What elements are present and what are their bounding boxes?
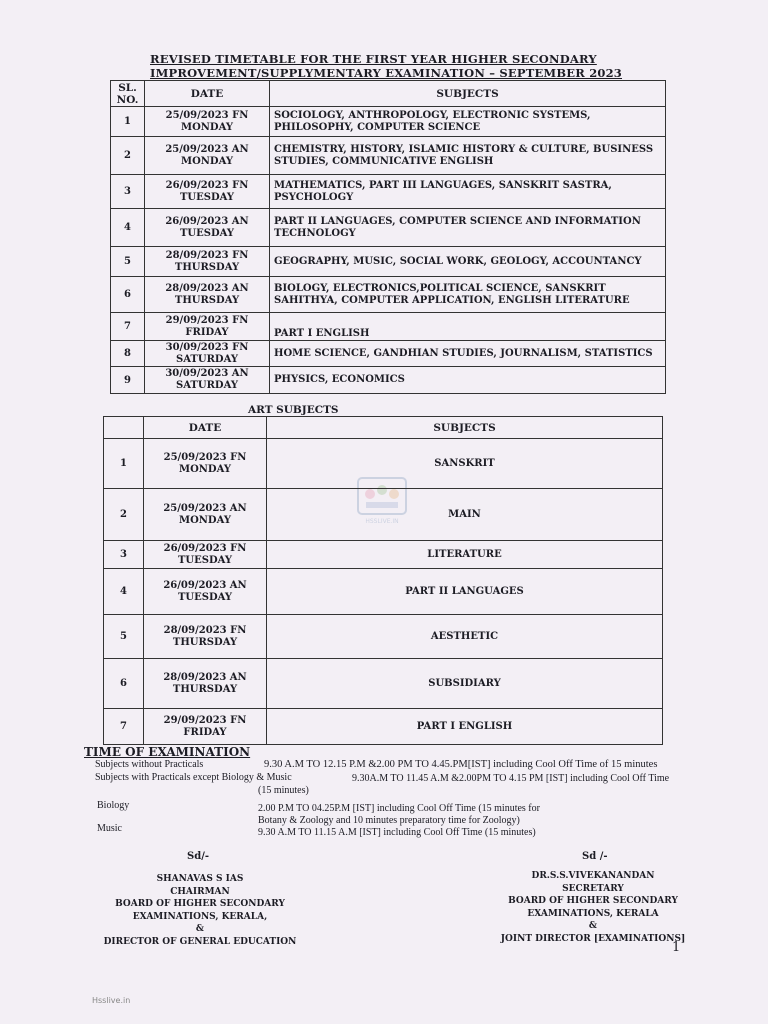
date-text: 26/09/2023 AN (163, 579, 247, 591)
date-text: 26/09/2023 FN (165, 179, 249, 191)
row-sl: 6 (104, 659, 144, 709)
time-value-without-practicals: 9.30 A.M TO 12.15 P.M &2.00 PM TO 4.45.PM[IST] including Cool Off Time of 15 minutes (264, 759, 658, 770)
row-sl: 1 (104, 439, 144, 489)
day-text: SATURDAY (176, 353, 238, 365)
time-value-with-practicals: 9.30A.M TO 11.45 A.M &2.00PM TO 4.15 PM [IST] including Cool Off Time (352, 773, 670, 784)
row-sl: 4 (111, 209, 145, 247)
date-text: 28/09/2023 AN (163, 671, 247, 683)
row-date (144, 569, 267, 615)
table-row (111, 209, 666, 247)
date-text: 28/09/2023 FN (163, 624, 247, 636)
time-value-with-practicals-cont: (15 minutes) (258, 785, 309, 796)
row-subjects: PHYSICS, ECONOMICS (270, 367, 666, 394)
table-row (111, 277, 666, 313)
row-subjects: PART II LANGUAGES, COMPUTER SCIENCE AND INFORMATION TECHNOLOGY (270, 209, 666, 247)
row-sl: 8 (111, 341, 145, 367)
row-date (144, 659, 267, 709)
table-row (111, 313, 666, 341)
day-text: MONDAY (181, 155, 233, 167)
table-row (111, 107, 666, 137)
date-text: 25/09/2023 AN (163, 502, 247, 514)
date-text: 25/09/2023 FN (165, 109, 249, 121)
day-text: FRIDAY (185, 326, 229, 338)
right-sd-mark: Sd /- (582, 851, 608, 862)
row-sl: 1 (111, 107, 145, 137)
day-text: MONDAY (179, 463, 231, 475)
row-date (145, 107, 270, 137)
right-signatory-amp: & (588, 921, 598, 931)
art-subjects-caption: ART SUBJECTS (248, 404, 339, 416)
row-sl: 2 (104, 489, 144, 541)
right-signatory-title: SECRETARY (562, 883, 624, 894)
row-sl: 6 (111, 277, 145, 313)
row-subjects: PART I ENGLISH (270, 313, 666, 341)
table-row (104, 569, 663, 615)
row-subjects: BIOLOGY, ELECTRONICS,POLITICAL SCIENCE, SANSKRIT SAHITHYA, COMPUTER APPLICATION, ENGLISH LITERATURE (270, 277, 666, 313)
row-date (145, 341, 270, 367)
day-text: FRIDAY (183, 726, 227, 738)
table-header-row (111, 81, 666, 107)
header-subjects: SUBJECTS (270, 81, 666, 107)
row-subjects: AESTHETIC (267, 615, 663, 659)
table-row (111, 341, 666, 367)
row-sl: 9 (111, 367, 145, 394)
table-row (111, 247, 666, 277)
row-date (144, 489, 267, 541)
table-row (104, 709, 663, 745)
day-text: THURSDAY (172, 636, 238, 648)
left-sd-mark: Sd/- (187, 851, 210, 862)
day-text: TUESDAY (177, 554, 233, 566)
row-subjects: LITERATURE (267, 541, 663, 569)
row-subjects: SANSKRIT (267, 439, 663, 489)
day-text: TUESDAY (179, 191, 235, 203)
date-text: 30/09/2023 FN (165, 341, 249, 353)
row-date (145, 313, 270, 341)
table-row (104, 659, 663, 709)
header-subjects: SUBJECTS (267, 417, 663, 439)
table-row (111, 137, 666, 175)
time-value-biology-cont: Botany & Zoology and 10 minutes preparatory time for Zoology) (258, 815, 520, 826)
header-sl-no: SL. NO. (111, 81, 145, 107)
row-date (144, 439, 267, 489)
day-text: THURSDAY (172, 683, 238, 695)
left-signatory-org-1: BOARD OF HIGHER SECONDARY (115, 899, 285, 909)
row-subjects: CHEMISTRY, HISTORY, ISLAMIC HISTORY & CULTURE, BUSINESS STUDIES, COMMUNICATIVE ENGLISH (270, 137, 666, 175)
date-text: 29/09/2023 FN (163, 714, 247, 726)
header-date: DATE (145, 81, 270, 107)
art-subjects-table (103, 416, 663, 745)
table-row (104, 615, 663, 659)
row-sl: 5 (104, 615, 144, 659)
row-date (144, 615, 267, 659)
day-text: SATURDAY (176, 380, 238, 391)
main-timetable (110, 80, 666, 394)
header-date: DATE (144, 417, 267, 439)
document-title-line2: IMPROVEMENT/SUPPLYMENTARY EXAMINATION – SEPTEMBER 2023 (150, 66, 623, 80)
row-subjects: PART II LANGUAGES (267, 569, 663, 615)
day-text: THURSDAY (174, 261, 240, 273)
left-signatory-org-2: EXAMINATIONS, KERALA, (132, 911, 268, 922)
day-text: TUESDAY (177, 591, 233, 603)
row-date (144, 541, 267, 569)
row-subjects: SUBSIDIARY (267, 659, 663, 709)
date-text: 25/09/2023 FN (163, 451, 247, 463)
header-sl-empty (104, 417, 144, 439)
left-signatory-title: CHAIRMAN (170, 886, 230, 897)
left-signatory-role: DIRECTOR OF GENERAL EDUCATION (103, 936, 297, 947)
row-date (145, 175, 270, 209)
row-sl: 2 (111, 137, 145, 175)
time-of-examination-title: TIME OF EXAMINATION (84, 745, 251, 759)
date-text: 30/09/2023 AN (165, 368, 249, 379)
right-signatory-org-2: EXAMINATIONS, KERALA (527, 908, 659, 919)
time-value-music: 9.30 A.M TO 11.15 A.M [IST] including Cool Off Time (15 minutes) (258, 827, 536, 838)
row-date (145, 209, 270, 247)
table-header-row (104, 417, 663, 439)
row-subjects: MAIN (267, 489, 663, 541)
row-sl: 3 (111, 175, 145, 209)
right-signature-block (488, 870, 698, 945)
day-text: THURSDAY (174, 294, 240, 306)
document-title-line1: REVISED TIMETABLE FOR THE FIRST YEAR HIGHER SECONDARY (150, 52, 597, 66)
page-number: 1 (672, 940, 681, 955)
date-text: 28/09/2023 AN (165, 282, 249, 294)
row-date (145, 137, 270, 175)
left-signatory-name: SHANAVAS S IAS (156, 874, 244, 884)
row-subjects: SOCIOLOGY, ANTHROPOLOGY, ELECTRONIC SYSTEMS, PHILOSOPHY, COMPUTER SCIENCE (270, 107, 666, 137)
row-subjects: GEOGRAPHY, MUSIC, SOCIAL WORK, GEOLOGY, ACCOUNTANCY (270, 247, 666, 277)
row-date (145, 247, 270, 277)
row-date (145, 367, 270, 394)
table-row (111, 367, 666, 394)
row-sl: 7 (111, 313, 145, 341)
date-text: 29/09/2023 FN (165, 314, 249, 326)
row-date (144, 709, 267, 745)
date-text: 28/09/2023 FN (165, 249, 249, 261)
row-sl: 5 (111, 247, 145, 277)
right-signatory-name: DR.S.S.VIVEKANANDAN (531, 871, 655, 881)
right-signatory-org-1: BOARD OF HIGHER SECONDARY (508, 896, 678, 906)
row-sl: 4 (104, 569, 144, 615)
date-text: 26/09/2023 AN (165, 215, 249, 227)
row-date (145, 277, 270, 313)
day-text: MONDAY (179, 514, 231, 526)
left-signature-block (90, 873, 310, 948)
right-signatory-role: JOINT DIRECTOR [EXAMINATIONS] (500, 933, 686, 944)
table-row (104, 439, 663, 489)
watermark-text: HSSLIVE.IN (365, 518, 399, 525)
day-text: TUESDAY (179, 227, 235, 239)
table-row (104, 489, 663, 541)
row-sl: 7 (104, 709, 144, 745)
date-text: 26/09/2023 FN (163, 542, 247, 554)
table-row (104, 541, 663, 569)
date-text: 25/09/2023 AN (165, 143, 249, 155)
footer-source: Hsslive.in (92, 996, 131, 1005)
table-row (111, 175, 666, 209)
time-value-biology: 2.00 P.M TO 04.25P.M [IST] including Cool Off Time (15 minutes for (258, 803, 540, 814)
day-text: MONDAY (181, 121, 233, 133)
time-label-without-practicals: Subjects without Practicals (95, 759, 204, 770)
time-label-biology: Biology (97, 800, 130, 811)
time-label-with-practicals: Subjects with Practicals except Biology & Music (95, 772, 292, 783)
row-subjects: PART I ENGLISH (267, 709, 663, 745)
left-signatory-amp: & (195, 924, 205, 934)
row-subjects: HOME SCIENCE, GANDHIAN STUDIES, JOURNALISM, STATISTICS (270, 341, 666, 367)
time-label-music: Music (97, 823, 122, 834)
row-subjects: MATHEMATICS, PART III LANGUAGES, SANSKRIT SASTRA, PSYCHOLOGY (270, 175, 666, 209)
row-sl: 3 (104, 541, 144, 569)
